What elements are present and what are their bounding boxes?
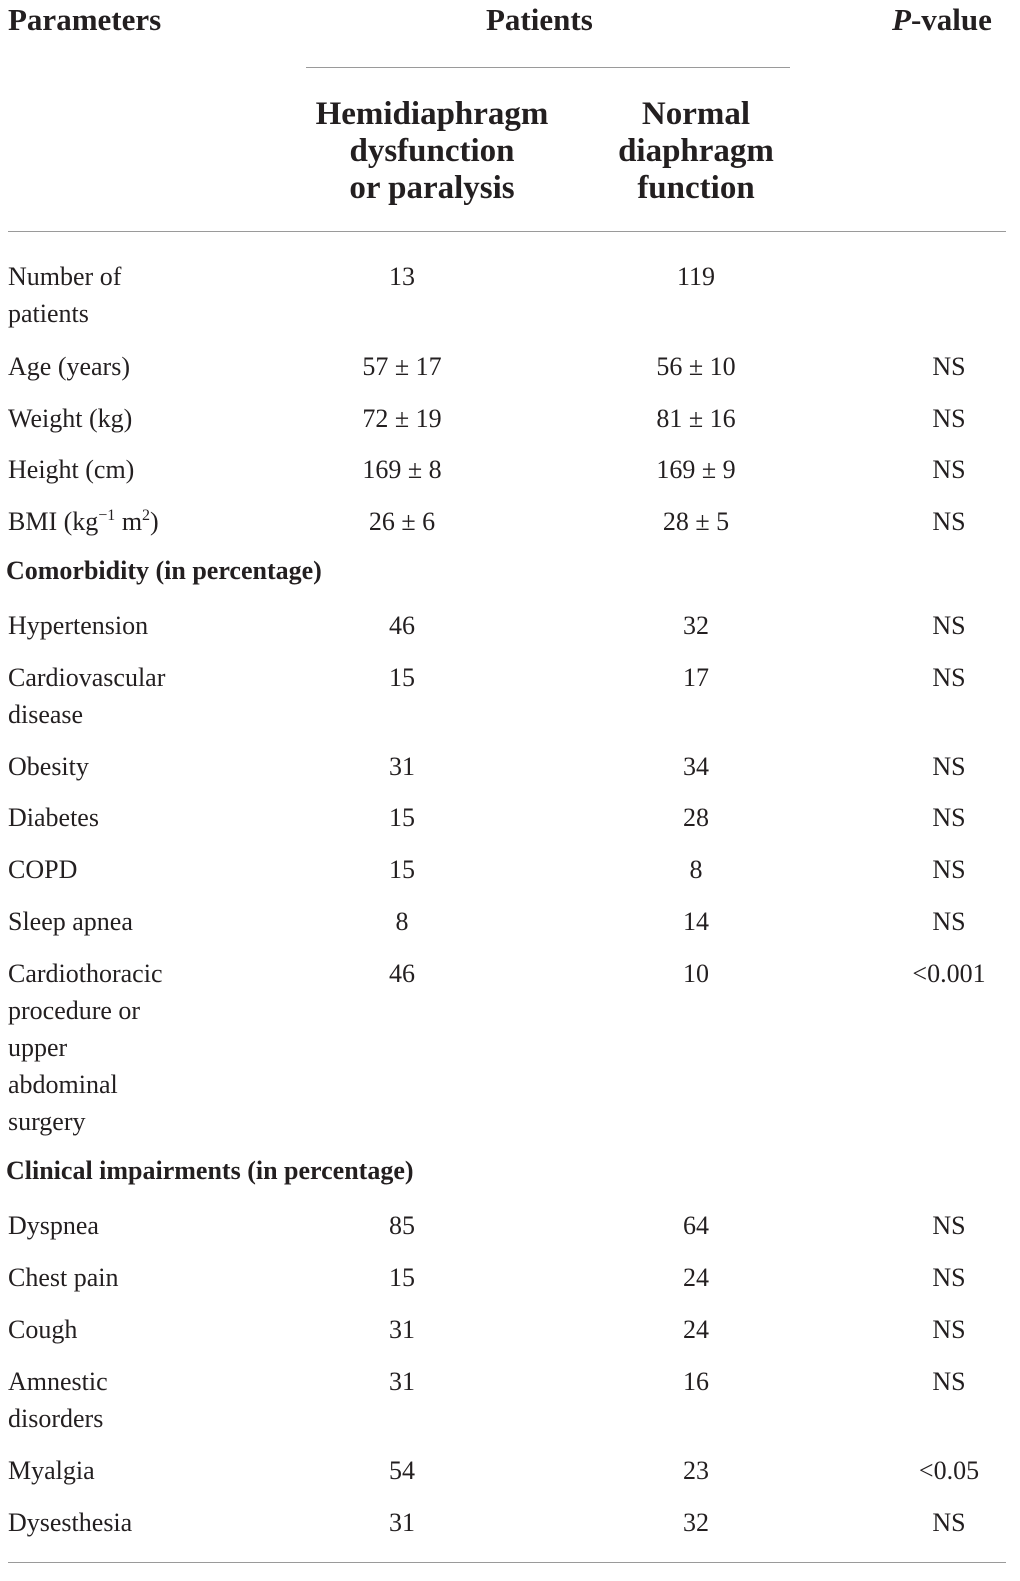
- header-parameters: Parameters: [8, 2, 162, 37]
- row-diabetes-g2: 28: [683, 803, 709, 832]
- row-weight-g2: 81 ± 16: [656, 404, 736, 433]
- row-diabetes-label: Diabetes: [8, 803, 99, 832]
- row-cardiovascular-label: Cardiovascular disease: [8, 663, 166, 729]
- row-bmi-label: BMI ($kg^{-1}$ $m^2$): [8, 507, 159, 536]
- row-sleep-apnea-label: Sleep apnea: [8, 907, 133, 936]
- row-diabetes-g1: 15: [389, 803, 415, 832]
- row-bmi-g2: 28 ± 5: [662, 507, 730, 536]
- row-obesity-p: NS: [932, 752, 966, 781]
- row-copd-p: NS: [932, 855, 966, 884]
- row-cough-p: NS: [932, 1315, 966, 1344]
- row-amnestic-g2: 16: [683, 1367, 709, 1396]
- row-height-p: NS: [932, 455, 966, 484]
- row-weight-p: NS: [932, 404, 966, 433]
- header-patients: Patients: [486, 2, 593, 37]
- row-bmi-p: NS: [932, 507, 966, 536]
- row-hypertension-p: NS: [932, 611, 966, 640]
- row-amnestic-label: Amnestic disorders: [8, 1367, 108, 1433]
- row-chest-pain-p: NS: [932, 1263, 966, 1292]
- row-obesity-g2: 34: [683, 752, 709, 781]
- row-cardiothoracic-label: Cardiothoracic procedure or upper abdominal surgery: [8, 959, 163, 1136]
- row-hypertension-label: Hypertension: [8, 611, 149, 640]
- row-chest-pain-label: Chest pain: [8, 1263, 119, 1292]
- row-number-of-patients-label: Number of patients: [8, 262, 122, 328]
- row-sleep-apnea-p: NS: [932, 907, 966, 936]
- row-obesity-label: Obesity: [8, 752, 89, 781]
- row-weight-label: Weight (kg): [8, 404, 133, 433]
- row-cardiovascular-g2: 17: [683, 663, 709, 692]
- row-myalgia-g2: 23: [683, 1456, 709, 1485]
- row-dyspnea-p: NS: [932, 1211, 966, 1240]
- header-p-value: P-value: [892, 2, 992, 37]
- section-clinical-title: Clinical impairments (in percentage): [6, 1156, 414, 1185]
- row-chest-pain-g2: 24: [683, 1263, 709, 1292]
- row-cough-label: Cough: [8, 1315, 78, 1344]
- row-height-g1: 169 ± 8: [362, 455, 442, 484]
- row-cardiovascular-g1: 15: [389, 663, 415, 692]
- row-weight-g1: 72 ± 19: [362, 404, 442, 433]
- row-cardiovascular-p: NS: [932, 663, 966, 692]
- row-copd-g2: 8: [689, 855, 703, 884]
- row-dysesthesia-p: NS: [932, 1508, 966, 1537]
- row-dysesthesia-g1: 31: [389, 1508, 415, 1537]
- row-dysesthesia-label: Dysesthesia: [8, 1508, 133, 1537]
- row-myalgia-g1: 54: [389, 1456, 415, 1485]
- row-number-of-patients-g1: 13: [389, 262, 415, 291]
- row-chest-pain-g1: 15: [389, 1263, 415, 1292]
- row-age-g2: 56 ± 10: [656, 352, 736, 381]
- section-comorbidity-title: Comorbidity (in percentage): [6, 556, 322, 585]
- header-group-hemidiaphragm: Hemidiaphragm dysfunction or paralysis: [315, 96, 549, 206]
- row-age-g1: 57 ± 17: [362, 352, 442, 381]
- row-cardiothoracic-g1: 46: [389, 959, 415, 988]
- row-height-g2: 169 ± 9: [656, 455, 736, 484]
- row-cough-g2: 24: [683, 1315, 709, 1344]
- row-diabetes-p: NS: [932, 803, 966, 832]
- row-hypertension-g1: 46: [389, 611, 415, 640]
- row-hypertension-g2: 32: [683, 611, 709, 640]
- row-dysesthesia-g2: 32: [683, 1508, 709, 1537]
- row-age-label: Age (years): [8, 352, 130, 381]
- row-myalgia-p: <0.05: [918, 1456, 980, 1485]
- row-sleep-apnea-g2: 14: [683, 907, 709, 936]
- row-obesity-g1: 31: [389, 752, 415, 781]
- row-amnestic-p: NS: [932, 1367, 966, 1396]
- header-divider: [8, 231, 1006, 232]
- row-dyspnea-label: Dyspnea: [8, 1211, 99, 1240]
- row-amnestic-g1: 31: [389, 1367, 415, 1396]
- row-myalgia-label: Myalgia: [8, 1456, 95, 1485]
- row-cardiothoracic-p: <0.001: [912, 959, 986, 988]
- row-age-p: NS: [932, 352, 966, 381]
- row-cough-g1: 31: [389, 1315, 415, 1344]
- patients-divider: [306, 67, 790, 68]
- row-cardiothoracic-g2: 10: [683, 959, 709, 988]
- row-copd-g1: 15: [389, 855, 415, 884]
- header-group-normal: Normal diaphragm function: [618, 96, 774, 206]
- row-number-of-patients-g2: 119: [676, 262, 716, 291]
- table-bottom-rule: [8, 1562, 1006, 1563]
- row-bmi-g1: 26 ± 6: [368, 507, 436, 536]
- row-sleep-apnea-g1: 8: [395, 907, 409, 936]
- row-height-label: Height (cm): [8, 455, 135, 484]
- row-copd-label: COPD: [8, 855, 78, 884]
- row-dyspnea-g2: 64: [683, 1211, 709, 1240]
- row-dyspnea-g1: 85: [389, 1211, 415, 1240]
